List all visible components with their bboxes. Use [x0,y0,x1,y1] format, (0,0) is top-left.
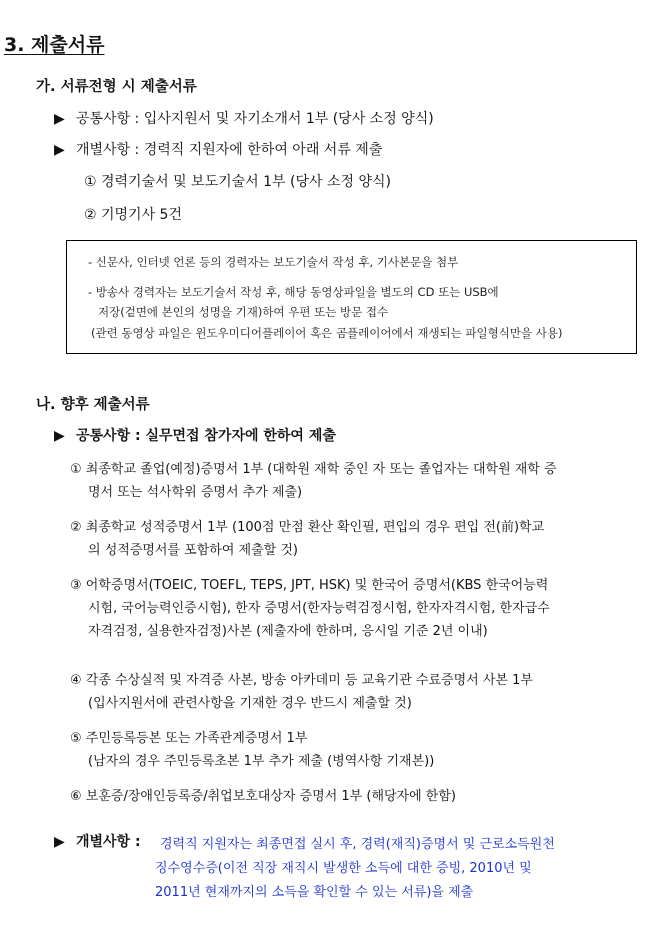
section-b-item-1-line-1: ① 최종학교 졸업(예정)증명서 1부 (대학원 재학 중인 자 또는 졸업자는 대학원 재학 증 [70,462,557,477]
section-b-item-4-line-1: ④ 각종 수상실적 및 자격증 사본, 방송 아카데미 등 교육기관 수료증명서 사본 1부 [70,673,533,688]
section-a-item-1: ① 경력기술서 및 보도기술서 1부 (당사 소정 양식) [84,174,391,190]
section-a-individual [54,139,382,159]
note-line: - 신문사, 인터넷 언론 등의 경력자는 보도기술서 작성 후, 기사본문을 첨부 [88,255,459,269]
section-b-individual-line-3: 2011년 현재까지의 소득을 확인할 수 있는 서류)을 제출 [155,885,474,900]
section-b-common [54,425,336,445]
section-a-item-2: ② 기명기사 5건 [84,207,182,223]
section-b-individual [54,831,141,851]
section-b-item-6: ⑥ 보훈증/장애인등록증/취업보호대상자 증명서 1부 (해당자에 한함) [70,789,456,804]
notes-box [66,240,637,354]
section-b-item-2-line-2: 의 성적증명서를 포함하여 제출할 것) [88,543,298,558]
section-a-common-text: 공통사항 : 입사지원서 및 자기소개서 1부 (당사 소정 양식) [76,111,434,127]
note-line: - 방송사 경력자는 보도기술서 작성 후, 해당 동영상파일을 별도의 CD 또는 USB에 [88,285,499,299]
section-a-common [54,108,434,128]
section-b-item-2-line-1: ② 최종학교 성적증명서 1부 (100점 만점 환산 확인필, 편입의 경우 편입 전(前)학교 [70,520,545,535]
section-b-title: 나. 향후 제출서류 [36,397,150,413]
section-b-individual-line-1: 경력직 지원자는 최종면접 실시 후, 경력(재직)증명서 및 근로소득원천 [160,837,555,852]
section-a-title: 가. 서류전형 시 제출서류 [36,79,197,95]
page-heading: 3. 제출서류 [4,34,105,56]
section-b-item-5-line-1: ⑤ 주민등록등본 또는 가족관계증명서 1부 [70,731,308,746]
section-b-common-text: 공통사항 : 실무면접 참가자에 한하여 제출 [76,428,336,444]
arrow-bullet-icon: ▶ [54,142,65,158]
section-b-item-3-line-1: ③ 어학증명서(TOEIC, TOEFL, TEPS, JPT, HSK) 및 한국어 증명서(KBS 한국어능력 [70,578,549,593]
section-b-individual-label: 개별사항 : [76,834,141,850]
section-b-item-3-line-3: 자격검정, 실용한자검정)사본 (제출자에 한하며, 응시일 기준 2년 이내) [88,624,488,639]
arrow-bullet-icon: ▶ [54,111,65,127]
section-a-individual-text: 개별사항 : 경력직 지원자에 한하여 아래 서류 제출 [76,142,383,158]
section-b-individual-line-2: 징수영수증(이전 직장 재직시 발생한 소득에 대한 증빙, 2010년 및 [155,861,532,876]
arrow-bullet-icon: ▶ [54,834,65,850]
section-b-item-3-line-2: 시험, 국어능력인증시험), 한자 증명서(한자능력검정시험, 한자자격시험, 한자급수 [88,601,550,616]
note-line: (관련 동영상 파일은 윈도우미디어플레이어 혹은 곰플레이어에서 재생되는 파일형식만을 사용) [91,326,563,340]
arrow-bullet-icon: ▶ [54,428,65,444]
section-b-item-4-line-2: (입사지원서에 관련사항을 기재한 경우 반드시 제출할 것) [88,696,412,711]
note-line: 저장(겉면에 본인의 성명을 기재)하여 우편 또는 방문 접수 [98,305,389,319]
section-b-item-1-line-2: 명서 또는 석사학위 증명서 추가 제출) [88,485,303,500]
section-b-item-5-line-2: (남자의 경우 주민등록초본 1부 추가 제출 (병역사항 기재본)) [88,754,435,769]
